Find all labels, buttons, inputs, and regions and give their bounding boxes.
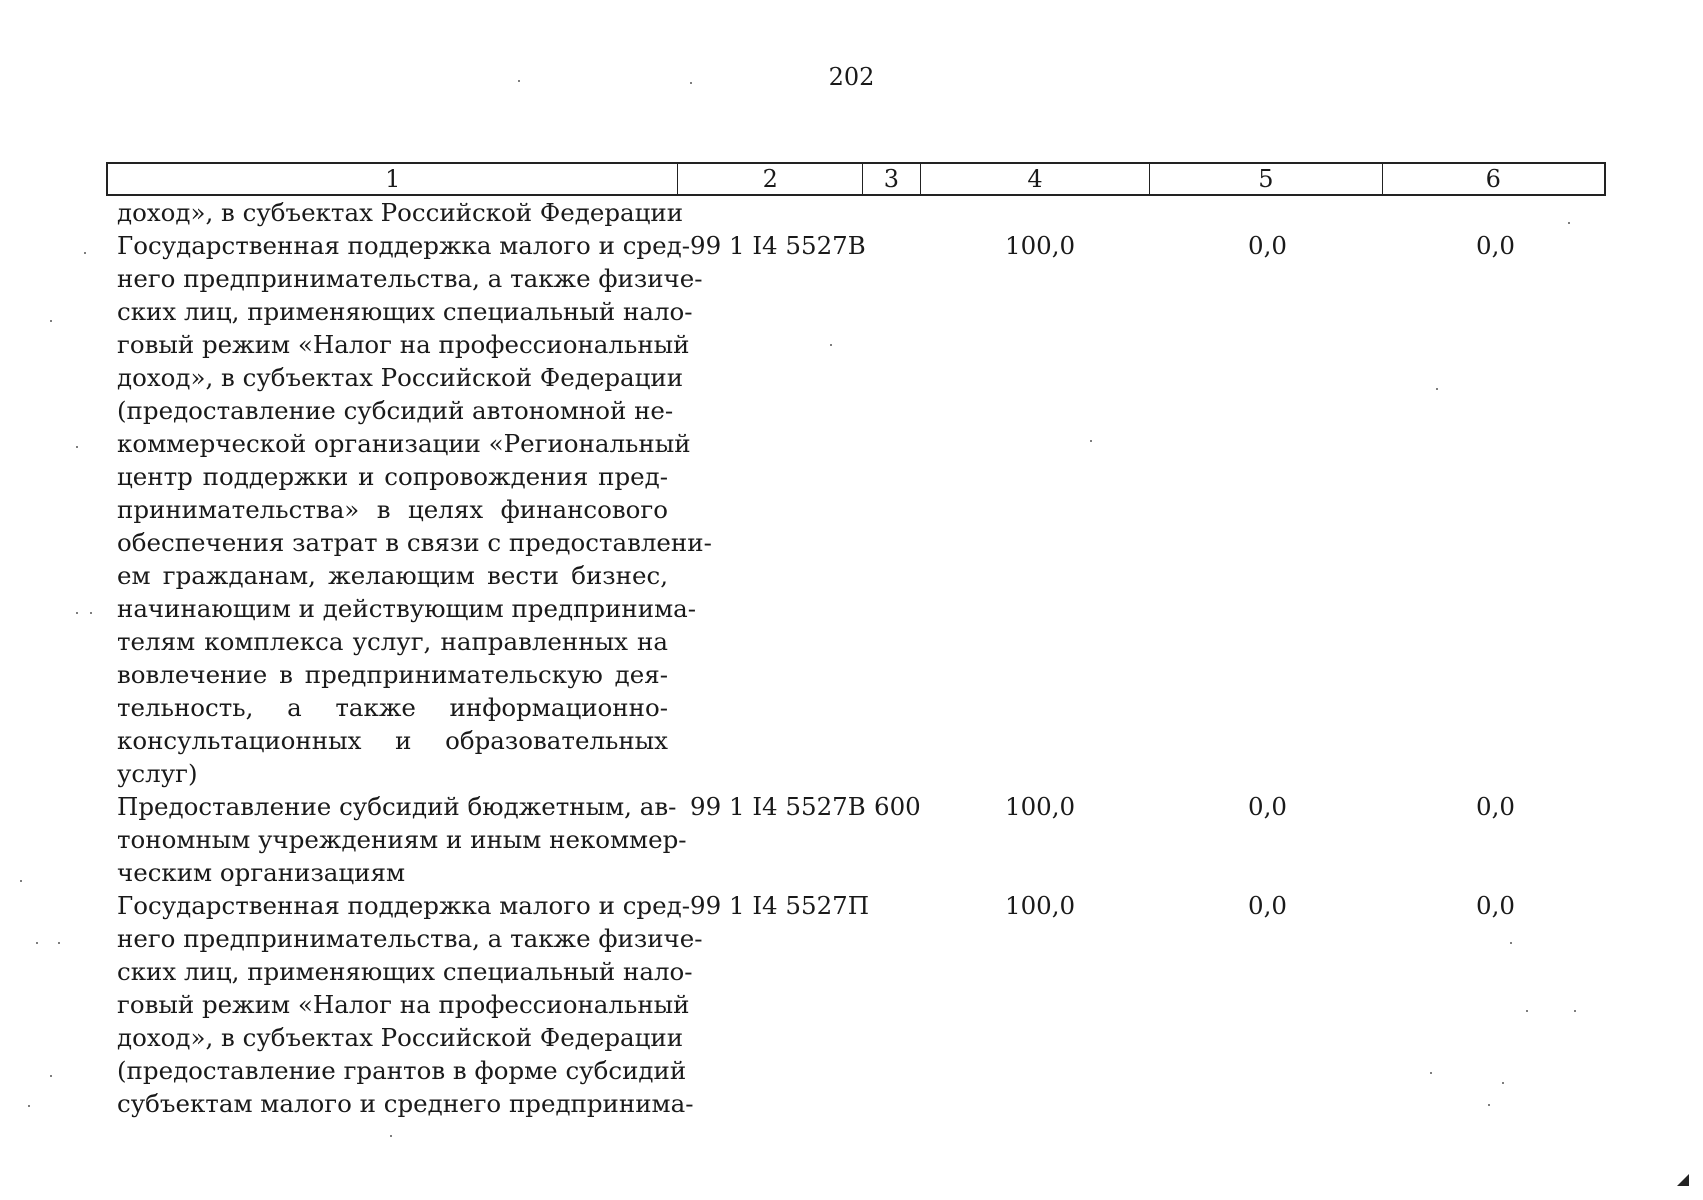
- header-col-2: 2: [678, 164, 863, 194]
- scan-speck: [518, 80, 520, 82]
- header-col-1: 1: [108, 164, 678, 194]
- description-line: центр поддержки и сопровождения пред-: [117, 462, 668, 491]
- scan-speck: [1488, 1104, 1490, 1106]
- header-col-3: 3: [863, 164, 921, 194]
- scan-speck: [84, 252, 86, 254]
- scan-speck: [50, 320, 52, 322]
- description-line: принимательства» в целях финансового: [117, 495, 668, 524]
- scan-speck: [50, 1075, 52, 1077]
- row-code: 99 1 I4 5527В: [690, 231, 866, 260]
- description-line: доход», в субъектах Российской Федерации: [117, 1023, 684, 1052]
- scan-speck: [1090, 440, 1092, 442]
- description-line: телям комплекса услуг, направленных на: [117, 627, 668, 656]
- description-line: обеспечения затрат в связи с предоставлени-: [117, 528, 712, 557]
- description-line: Государственная поддержка малого и сред-: [117, 231, 690, 260]
- corner-mark: [1677, 1174, 1689, 1186]
- scan-speck: [90, 612, 92, 614]
- row-value-col-5: 0,0: [1248, 231, 1287, 260]
- row-value-col-4: 100,0: [1005, 891, 1076, 920]
- description-line: доход», в субъектах Российской Федерации: [117, 198, 684, 227]
- row-description: [117, 229, 712, 790]
- description-line: начинающим и действующим предпринима-: [117, 594, 697, 623]
- row-description: [117, 196, 684, 229]
- scan-speck: [1526, 1010, 1528, 1012]
- row-value-col-6: 0,0: [1476, 792, 1515, 821]
- scan-speck: [1568, 222, 1570, 224]
- description-line: услуг): [117, 759, 198, 788]
- description-line: консультационных и образовательных: [117, 726, 668, 755]
- description-line: Предоставление субсидий бюджетным, ав-: [117, 792, 677, 821]
- scan-speck: [36, 942, 38, 944]
- scan-speck: [1510, 942, 1512, 944]
- scan-speck: [390, 1135, 392, 1137]
- description-line: (предоставление грантов в форме субсидий: [117, 1056, 687, 1085]
- description-line: Государственная поддержка малого и сред-: [117, 891, 690, 920]
- scan-speck: [1502, 1082, 1504, 1084]
- description-line: тономным учреждениям и иным некоммер-: [117, 825, 687, 854]
- scan-speck: [76, 612, 78, 614]
- description-line: говый режим «Налог на профессиональный: [117, 990, 690, 1019]
- scan-speck: [58, 942, 60, 944]
- scan-speck: [76, 446, 78, 448]
- row-value-col-6: 0,0: [1476, 231, 1515, 260]
- row-value-col-4: 100,0: [1005, 792, 1076, 821]
- description-line: ем гражданам, желающим вести бизнес,: [117, 561, 668, 590]
- row-value-col-5: 0,0: [1248, 891, 1287, 920]
- scan-speck: [1436, 388, 1438, 390]
- row-value-col-4: 100,0: [1005, 231, 1076, 260]
- scan-speck: [1430, 1072, 1432, 1074]
- header-col-4: 4: [921, 164, 1150, 194]
- scan-speck: [20, 880, 22, 882]
- scan-speck: [28, 1105, 30, 1107]
- row-kvr: 600: [874, 792, 921, 821]
- description-line: доход», в субъектах Российской Федерации: [117, 363, 684, 392]
- scan-speck: [690, 82, 692, 84]
- row-value-col-6: 0,0: [1476, 891, 1515, 920]
- description-line: коммерческой организации «Региональный: [117, 429, 691, 458]
- description-line: вовлечение в предпринимательскую дея-: [117, 660, 668, 689]
- description-line: ских лиц, применяющих специальный нало-: [117, 297, 693, 326]
- description-line: него предпринимательства, а также физиче-: [117, 264, 703, 293]
- header-col-5: 5: [1150, 164, 1382, 194]
- scan-speck: [830, 344, 832, 346]
- scan-speck: [1574, 1010, 1576, 1012]
- description-line: него предпринимательства, а также физиче-: [117, 924, 703, 953]
- row-value-col-5: 0,0: [1248, 792, 1287, 821]
- description-line: говый режим «Налог на профессиональный: [117, 330, 690, 359]
- row-description: [117, 889, 703, 1120]
- description-line: ческим организациям: [117, 858, 406, 887]
- header-col-6: 6: [1485, 165, 1501, 193]
- row-description: [117, 790, 687, 889]
- table-header-row: [106, 162, 1606, 196]
- description-line: субъектам малого и среднего предпринима-: [117, 1089, 694, 1118]
- description-line: тельность, а также информационно-: [117, 693, 668, 722]
- row-code: 99 1 I4 5527В: [690, 792, 866, 821]
- row-code: 99 1 I4 5527П: [690, 891, 870, 920]
- page-number: 202: [828, 63, 875, 91]
- description-line: (предоставление субсидий автономной не-: [117, 396, 674, 425]
- description-line: ских лиц, применяющих специальный нало-: [117, 957, 693, 986]
